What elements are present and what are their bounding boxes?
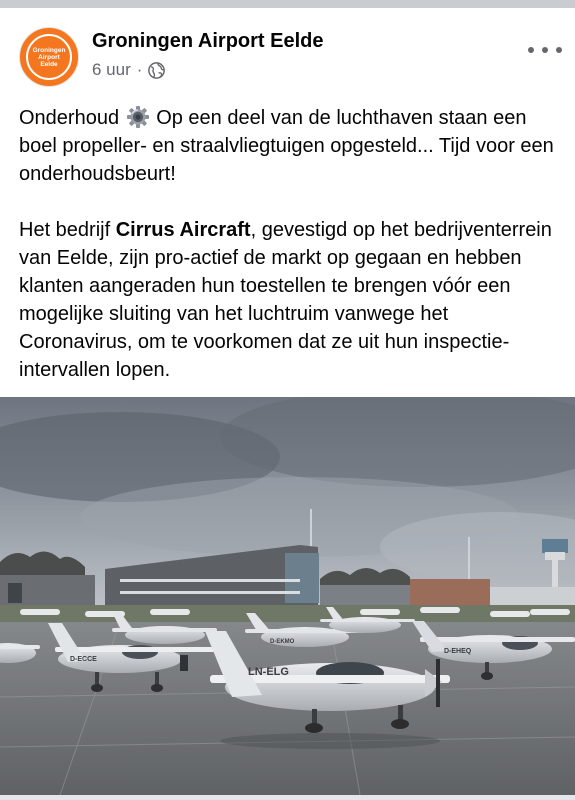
- more-options-icon[interactable]: [528, 43, 562, 57]
- registration-label: D-EHEQ: [444, 648, 472, 655]
- post-paragraph-1: [19, 104, 564, 188]
- post-meta: [92, 60, 165, 80]
- avatar-text-line: Groningen: [32, 46, 66, 54]
- paragraph2-bold-company: Cirrus Aircraft: [115, 219, 251, 241]
- bottom-divider: [0, 795, 575, 800]
- registration-label: LN-ELG: [248, 666, 289, 678]
- post-photo[interactable]: [0, 397, 575, 795]
- page-avatar[interactable]: [19, 27, 79, 87]
- registration-label: D-ECCE: [70, 656, 97, 663]
- airport-photo-illustration: [0, 397, 575, 795]
- meta-separator: ·: [136, 60, 143, 79]
- page-name-link[interactable]: Groningen Airport Eelde: [92, 30, 324, 52]
- paragraph2-text-end: , gevestigd op het bedrijventerrein van Eelde, zijn pro-actief de markt op gegaan en hebben klanten aangeraden hun toestellen te brengen vóór een mogelijke sluiting van het luchtruim vanwege het Coronavirus, om te voorkomen dat ze uit hun inspectie-intervallen lopen.: [19, 219, 552, 381]
- post-paragraph-2: [19, 216, 564, 384]
- paragraph1-text: Op een deel van de luchthaven staan een boel propeller- en straalvliegtuigen opgesteld... Tijd voor een onderhoudsbeurt!: [19, 107, 554, 185]
- avatar-text-line: Eelde: [40, 60, 58, 68]
- more-dot: [556, 47, 562, 53]
- post-header: [0, 8, 575, 96]
- more-dot: [528, 47, 534, 53]
- top-divider: [0, 0, 575, 8]
- registration-label: D-EKMO: [270, 639, 295, 645]
- paragraph2-text-start: Het bedrijf: [19, 219, 116, 241]
- gear-icon: [125, 106, 151, 128]
- post-text: [19, 104, 564, 384]
- avatar-text-line: Airport: [38, 53, 60, 61]
- post-timestamp[interactable]: 6 uur: [92, 60, 131, 79]
- globe-icon[interactable]: [148, 62, 165, 79]
- avatar-logo: [26, 34, 72, 80]
- paragraph1-first-word: Onderhoud: [19, 107, 120, 129]
- more-dot: [542, 47, 548, 53]
